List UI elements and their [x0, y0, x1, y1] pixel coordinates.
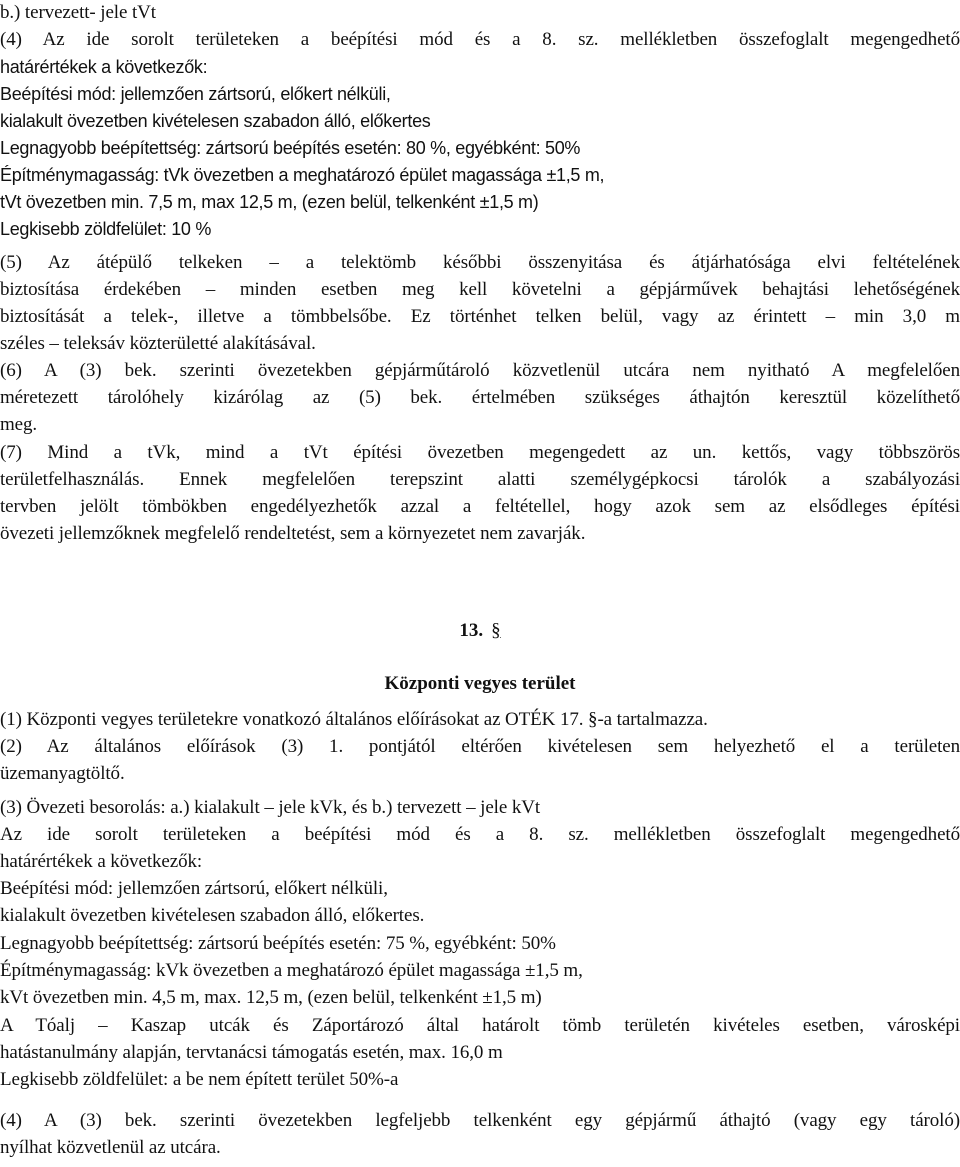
section-sign: § [491, 620, 501, 641]
text-line: b.) tervezett- jele tVt [0, 2, 156, 23]
text-line: biztosítása érdekében – minden esetben meg kell követelni a gépjárművek behajtási lehetőségének [0, 279, 960, 300]
text-line: övezeti jellemzőknek megfelelő rendeltetést, sem a környezetet nem zavarják. [0, 523, 586, 544]
text-line: Az ide sorolt területeken a beépítési mód és a 8. sz. mellékletben összefoglalt megengedhető [0, 824, 960, 845]
text-line: Beépítési mód: jellemzően zártsorú, előkert nélküli, [0, 878, 388, 899]
text-line: üzemanyagtöltő. [0, 763, 125, 784]
text-line: nyílhat közvetlenül az utcára. [0, 1137, 221, 1158]
text-line: (4) Az ide sorolt területeken a beépítési mód és a 8. sz. mellékletben összefoglalt megengedhető [0, 29, 960, 50]
text-line: kVt övezetben min. 4,5 m, max. 12,5 m, (ezen belül, telkenként ±1,5 m) [0, 987, 542, 1008]
text-line: biztosítását a telek-, illetve a tömbbelsőbe. Ez történhet telken belül, vagy az érintett – min 3,0 m [0, 306, 960, 327]
text-line: tVt övezetben min. 7,5 m, max 12,5 m, (ezen belül, telkenként ±1,5 m) [0, 192, 539, 212]
text-line: (6) A (3) bek. szerinti övezetekben gépjárműtároló közvetlenül utcára nem nyitható A megfelelően [0, 360, 960, 381]
text-line: meg. [0, 414, 38, 435]
text-line: széles – teleksáv közterületté alakításával. [0, 333, 316, 354]
text-line: méretezett tárolóhely kizárólag az (5) bek. értelmében szükséges áthajtón keresztül közelíthető [0, 387, 960, 408]
text-line: kialakult övezetben kivételesen szabadon álló, előkertes. [0, 905, 425, 926]
text-line: Legkisebb zöldfelület: 10 % [0, 219, 212, 239]
text-line: (7) Mind a tVk, mind a tVt építési övezetben megengedett az un. kettős, vagy többszörös [0, 442, 960, 463]
text-line: Legnagyobb beépítettség: zártsorú beépítés esetén: 75 %, egyébként: 50% [0, 933, 556, 954]
section-number [0, 618, 960, 644]
text-line: Beépítési mód: jellemzően zártsorú, előkert nélküli, [0, 84, 391, 104]
text-line: (2) Az általános előírások (3) 1. pontjától eltérően kivételesen sem helyezhető el a területen [0, 736, 960, 757]
text-line: (1) Központi vegyes területekre vonatkozó általános előírásokat az OTÉK 17. §-a tartalmazza. [0, 709, 708, 730]
text-line: kialakult övezetben kivételesen szabadon álló, előkertes [0, 111, 431, 131]
text-line: (4) A (3) bek. szerinti övezetekben legfeljebb telkenként egy gépjármű áthajtó (vagy egy tároló) [0, 1110, 960, 1131]
text-line: határértékek a következők: [0, 57, 208, 77]
text-line: (3) Övezeti besorolás: a.) kialakult – jele kVk, és b.) tervezett – jele kVt [0, 797, 541, 818]
text-line: Építménymagasság: tVk övezetben a meghatározó épület magassága ±1,5 m, [0, 165, 605, 185]
text-line: Legnagyobb beépítettség: zártsorú beépítés esetén: 80 %, egyébként: 50% [0, 138, 581, 158]
section-title: Központi vegyes terület [384, 673, 576, 694]
text-line: területfelhasználás. Ennek megfelelően terepszint alatti személygépkocsi tárolók a szabályozási [0, 469, 960, 490]
text-line: Építménymagasság: kVk övezetben a meghatározó épület magassága ±1,5 m, [0, 960, 583, 981]
text-line: határértékek a következők: [0, 851, 203, 872]
text-line: hatástanulmány alapján, tervtanácsi támogatás esetén, max. 16,0 m [0, 1042, 503, 1063]
text-line: Legkisebb zöldfelület: a be nem épített terület 50%-a [0, 1069, 399, 1090]
text-line: (5) Az átépülő telkeken – a telektömb későbbi összenyitása és átjárhatósága elvi feltételének [0, 252, 960, 273]
text-line: tervben jelölt tömbökben engedélyezhetők azzal a feltétellel, hogy azok sem az elsődleges építési [0, 496, 960, 517]
section-number-text: 13. [459, 620, 484, 641]
text-line: A Tóalj – Kaszap utcák és Záportározó által határolt tömb területén kivételes esetben, városképi [0, 1015, 960, 1036]
